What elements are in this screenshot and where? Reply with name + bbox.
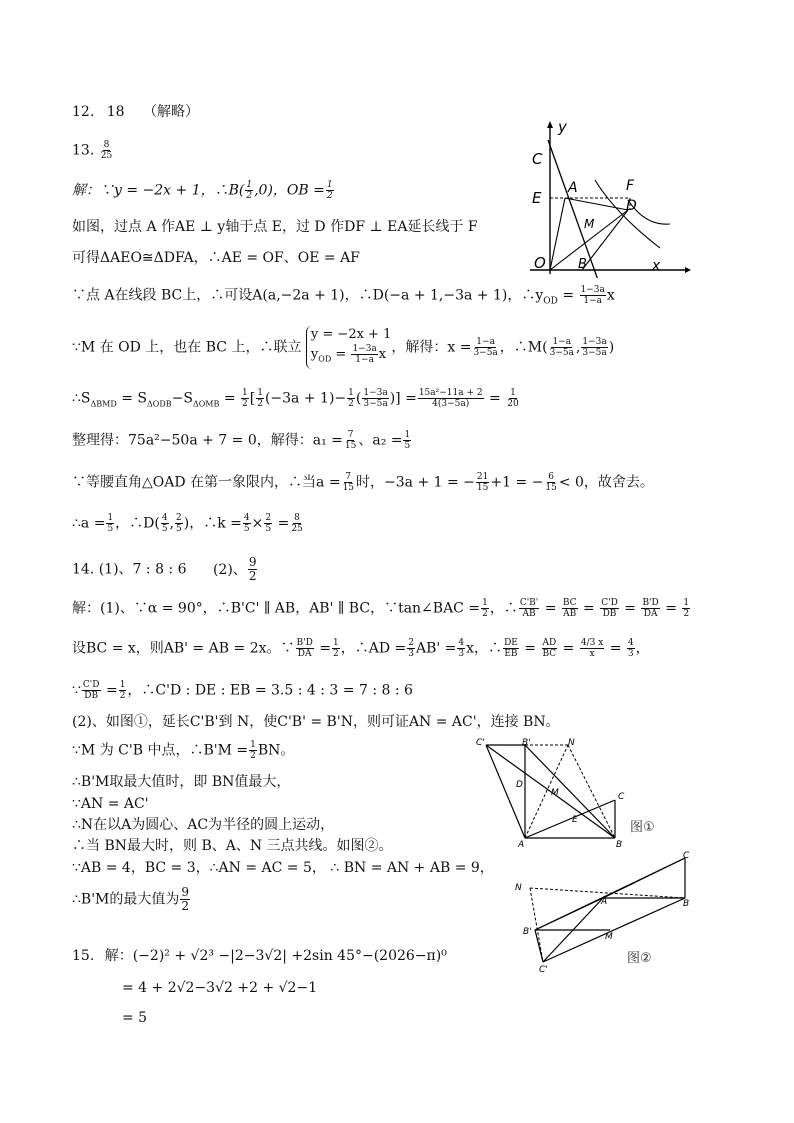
q14-line5: ∵M 为 C'B 中点，∴B'M = $\frac{1}{2}$ BN。	[72, 740, 295, 761]
q13-line6: $\therefore S_{\Delta BMD} = S_{\Delta ODB}-S_{\Delta OMB}$ = $\frac{1}{2}$ [ $\frac{1}{2}$ (−3a + 1)− $\frac{1}{2}$ ( $\frac{1-3a}{3-5a}$ )] = $\frac{\text{15a²−11a + 2}}{4(3-5a)}$ = $\frac{1}{20}$	[72, 388, 519, 409]
fig1-line-an	[525, 745, 568, 838]
q13-line7: 整理得：75a²−50a + 7 = 0，解得：a₁ = $\frac{7}{15}$ 、a₂ = $\frac{1}{5}$	[72, 430, 411, 451]
q14-line3: ∵ $\frac{C'D}{DB}$ = $\frac{1}{2}$ ，∴C'D : DE : EB = 3.5 : 4 : 3 = 7 : 8 : 6	[72, 680, 413, 701]
q12-num: 12.	[72, 104, 95, 120]
label-b: B	[578, 257, 587, 272]
q13-num: 13.	[72, 142, 95, 159]
fig1-line-bpb	[525, 745, 615, 838]
fig2-label-b: B	[683, 899, 690, 909]
fig2-label-n: N	[515, 883, 522, 893]
q14-line4: (2)、如图①，延长C'B'到 N，使C'B' = B'N，则可证AN = AC'，连接 BN。	[72, 714, 560, 730]
fig2-line-ncp	[530, 888, 543, 962]
fig2-label-c: C	[683, 851, 690, 861]
q12-note: （解略）	[143, 104, 199, 120]
fig1-label-bp: B'	[522, 738, 531, 748]
q13-answer: $\frac{8}{25}$	[100, 140, 113, 161]
q15-line2: = 4 + 2√2−3√2 +2 + √2−1	[122, 980, 318, 996]
fig2-label-cp: C'	[539, 965, 548, 972]
q14-line10: ∵AB = 4，BC = 3，∴AN = AC = 5， ∴ BN = AN + AB = 9，	[72, 860, 494, 876]
q13-line5: ∵M 在 OD 上，也在 BC 上，∴联立 y = −2x + 1 $y_{OD}$ = $\frac{1-3a}{1-a}$ x ，解得：x = $\frac{1-a}{3-5a}$ ，∴M( $\frac{1-a}{3-5a}$ , $\frac{1-3a}{3-5a}$ )	[72, 326, 614, 369]
fig2-line-nb	[530, 888, 685, 898]
fig2-label-a: A	[601, 897, 608, 907]
label-m: M	[584, 217, 595, 231]
fig2-line-bpcp	[535, 930, 543, 962]
fig1-label-n: N	[568, 738, 575, 748]
fig2-label-bp: B'	[523, 927, 532, 937]
label-a: A	[568, 180, 578, 196]
label-e: E	[532, 189, 542, 207]
line-ad	[565, 198, 628, 210]
label-d: D	[626, 198, 637, 214]
q14-line6: ∴B'M取最大值时，即 BN值最大，	[72, 774, 291, 790]
figure-2	[505, 850, 705, 972]
q13-line1: 解：∵y = −2x + 1，∴B( $\frac{1}{2}$ ,0)，OB = $\frac{1}{2}$	[72, 180, 333, 201]
fig1-label-m: M	[551, 788, 559, 798]
q14-line8: ∴N在以A为圆心、AC为半径的圆上运动，	[72, 817, 335, 833]
q14-header: 14. (1)、7 : 8 : 6 (2)、 $\frac{9}{2}$	[72, 555, 257, 583]
fig2-line-bpa	[535, 898, 603, 930]
q13-line3: 可得ΔAEO≅ΔDFA，∴AE = OF、OE = AF	[72, 250, 360, 266]
q15-line3: = 5	[122, 1010, 148, 1026]
q15-line1: 15. 解：(−2)² + √2³ −|2−3√2| +2sin 45°−(2026−π)⁰	[72, 948, 447, 964]
q13-line2: 如图，过点 A 作AE ⊥ y轴于点 E，过 D 作DF ⊥ EA延长线于 F	[72, 219, 478, 235]
q14-line11: ∴B'M的最大值为 $\frac{9}{2}$	[72, 885, 190, 913]
q14-line2: 设BC = x，则AB' = AB = 2x。∵ $\frac{B'D}{DA}$ = $\frac{1}{2}$ ，∴AD = $\frac{2}{3}$ AB' = $\frac{4}{3}$ x，∴ $\frac{DE}{EB}$ = $\frac{AD}{BC}$ = $\frac{4/3 x}{x}$ = $\frac{4}{3}$ ，	[72, 638, 650, 659]
q13-line8: ∵等腰直角△OAD 在第一象限内，∴当a = $\frac{7}{15}$ 时，−3a + 1 = − $\frac{21}{15}$ +1 = − $\frac{6}{15}$ < 0，故舍去。	[72, 472, 654, 493]
q14-line9: ∴当 BN最大时，则 B、A、N 三点共线。如图②。	[72, 838, 393, 854]
q12-line	[72, 102, 199, 122]
fig1-label-d: D	[516, 780, 523, 790]
fig1-label-a: A	[518, 840, 525, 850]
q14-line1: 解：(1)、∵α = 90°，∴B'C' ∥ AB，AB' ∥ BC，∵tan∠BAC = $\frac{1}{2}$ ，∴ $\frac{C'B'}{AB}$ = $\frac{BC}{AB}$ = $\frac{C'D}{DB}$ = $\frac{B'D}{DA}$ = $\frac{1}{2}$	[72, 598, 690, 619]
fig1-label-c: C	[618, 792, 625, 802]
fig2-label-m: M	[605, 932, 613, 942]
fig1-label-b: B	[616, 840, 623, 850]
q13-line4: ∵点 A在线段 BC上，∴可设A(a,−2a + 1)，∴D(−a + 1,−3a + 1)，$\therefore y_{OD}$ = $\frac{1-3a}{1-a}$ x	[72, 285, 615, 307]
y-arrow-icon	[547, 121, 553, 128]
fig1-label-cp: C'	[476, 738, 485, 748]
q13-line9: ∴a = $\frac{1}{5}$ ，∴D( $\frac{4}{5}$ , $\frac{2}{5}$ )，∴k = $\frac{4}{5}$ × $\frac{2}{5}$ = $\frac{8}{25}$	[72, 513, 303, 534]
label-y: y	[558, 118, 567, 136]
equation-system: y = −2x + 1 $y_{OD}$ = $\frac{1-3a}{1-a}$ x	[306, 326, 391, 369]
fig1-label-e: E	[572, 815, 578, 825]
q12-answer: 18	[106, 104, 125, 120]
figure-1	[470, 735, 680, 850]
q14-line7: ∵AN = AC'	[72, 796, 149, 812]
q13-figure	[520, 118, 696, 278]
x-arrow-icon	[685, 267, 691, 273]
label-o: O	[534, 254, 546, 272]
fig1-caption: 图①	[630, 820, 655, 835]
q13-header	[72, 140, 114, 161]
label-f: F	[626, 178, 635, 194]
line-oa	[550, 198, 565, 270]
line-bc	[548, 140, 598, 278]
fig2-caption: 图②	[627, 951, 652, 966]
label-c: C	[532, 150, 543, 168]
label-x: x	[652, 258, 661, 274]
